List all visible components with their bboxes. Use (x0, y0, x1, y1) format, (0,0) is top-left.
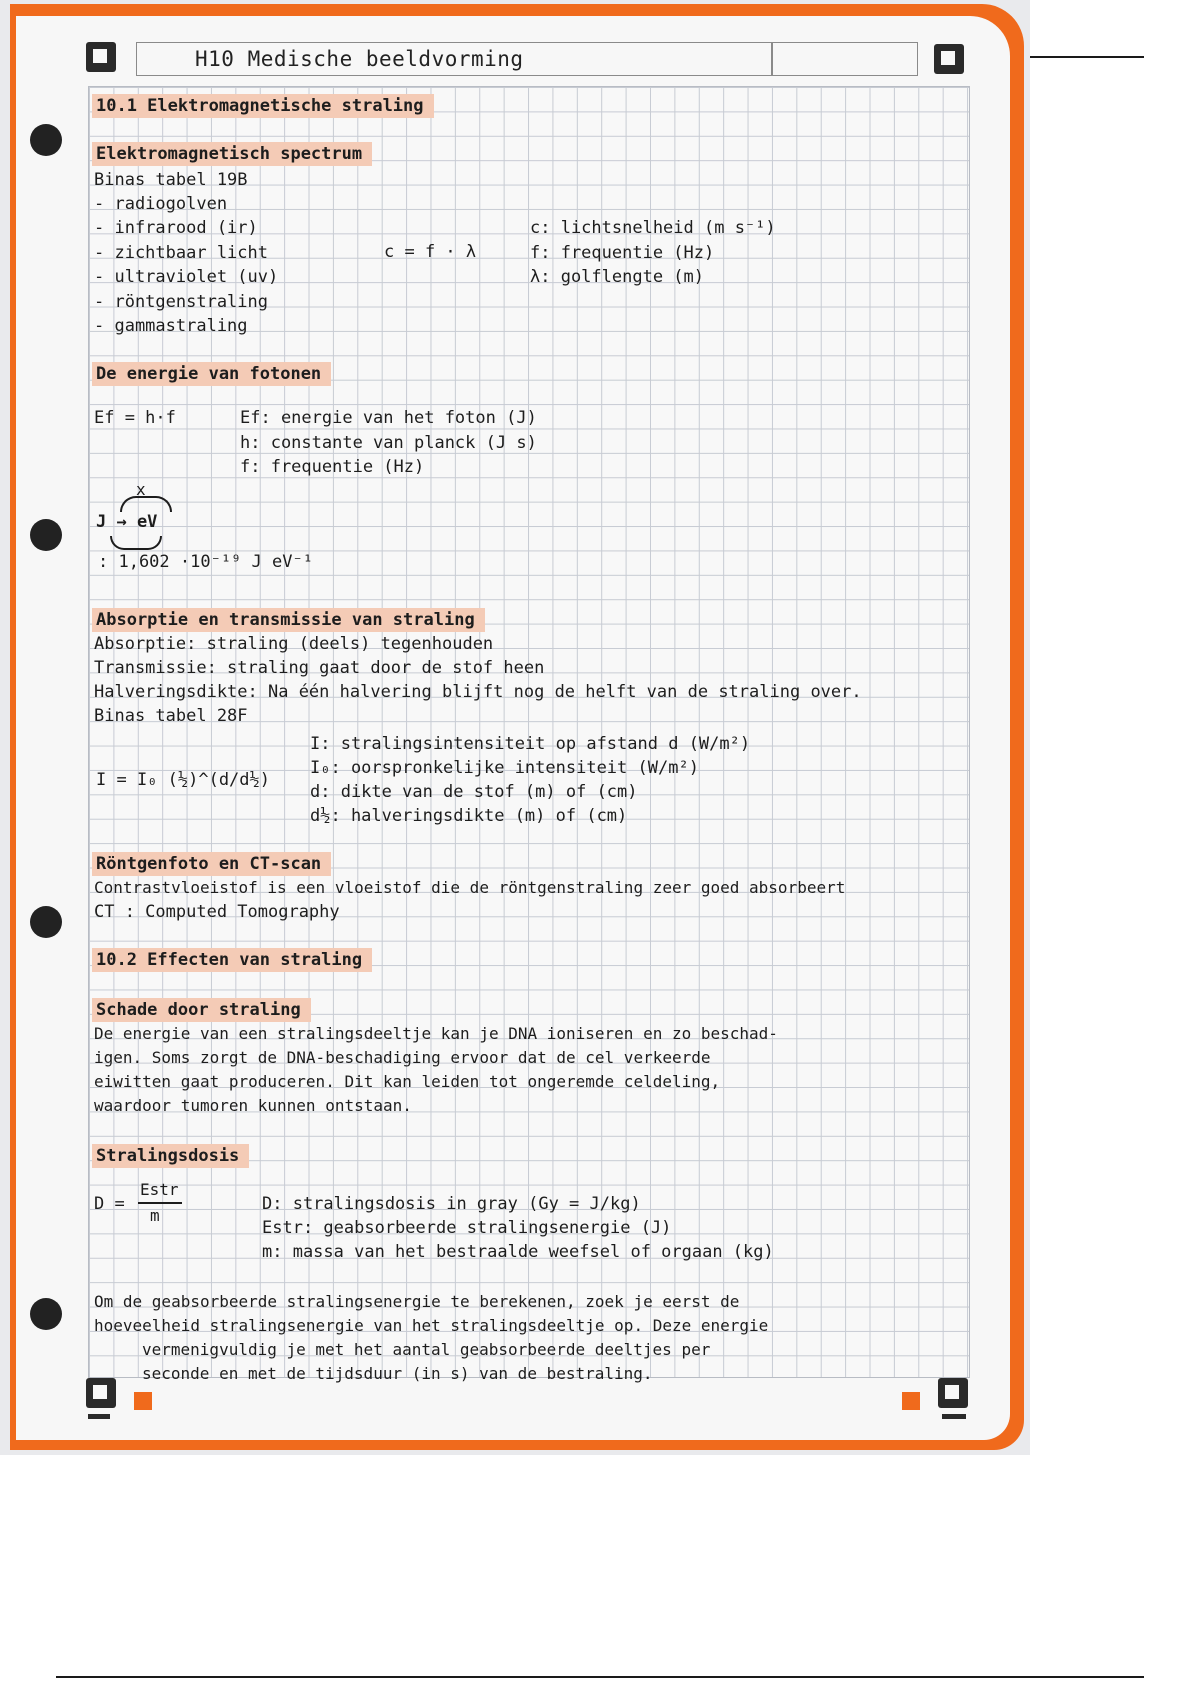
photon-legend: Ef: energie van het foton (J) (240, 408, 537, 428)
halving-legend: d: dikte van de stof (m) of (cm) (310, 782, 638, 802)
wave-legend: λ: golflengte (m) (530, 267, 704, 287)
photon-legend: h: constante van planck (J s) (240, 433, 537, 453)
conversion-units: J → eV (96, 512, 158, 532)
section-heading-10-2: 10.2 Effecten van straling (92, 948, 372, 972)
punch-hole-4 (30, 1298, 62, 1330)
photon-legend: f: frequentie (Hz) (240, 457, 425, 477)
bottom-left-dash (88, 1414, 110, 1419)
xray-line: Contrastvloeistof is een vloeistof die de röntgenstraling zeer goed absorbeert (94, 878, 846, 897)
conversion-arrow-bottom (110, 536, 162, 550)
dose-formula-numerator: Estr (140, 1180, 179, 1199)
punch-hole-1 (30, 124, 62, 156)
title-box-divider (771, 43, 773, 75)
damage-line: waardoor tumoren kunnen ontstaan. (94, 1096, 412, 1115)
damage-line: igen. Soms zorgt de DNA-beschadiging ervoor dat de cel verkeerde (94, 1048, 711, 1067)
orange-square-marker-left (134, 1392, 152, 1410)
wave-legend: f: frequentie (Hz) (530, 243, 715, 263)
corner-marker-icon-top-right (934, 44, 964, 74)
damage-line: De energie van een stralingsdeeltje kan je DNA ioniseren en zo beschad- (94, 1024, 778, 1043)
corner-marker-icon-bottom-left (86, 1378, 116, 1408)
corner-marker-icon-top-left (86, 42, 116, 72)
punch-hole-2 (30, 519, 62, 551)
spectrum-item: - röntgenstraling (94, 292, 268, 312)
dose-paragraph-line: vermenigvuldig je met het aantal geabsorbeerde deeltjes per (142, 1340, 711, 1359)
heading-absorption: Absorptie en transmissie van straling (92, 608, 485, 632)
corner-marker-icon-bottom-right (938, 1378, 968, 1408)
heading-radiation-damage: Schade door straling (92, 998, 311, 1022)
punch-hole-3 (30, 906, 62, 938)
dose-paragraph-line: hoeveelheid stralingsenergie van het stralingsdeeltje op. Deze energie (94, 1316, 769, 1335)
orange-square-marker-right (902, 1392, 920, 1410)
halving-legend: I: stralingsintensiteit op afstand d (W/m²) (310, 734, 751, 754)
dose-legend: Estr: geabsorbeerde stralingsenergie (J) (262, 1218, 672, 1238)
spectrum-item: - gammastraling (94, 316, 248, 336)
absorption-line: Absorptie: straling (deels) tegenhouden (94, 634, 494, 654)
conversion-factor: : 1,602 ·10⁻¹⁹ J eV⁻¹ (98, 552, 313, 572)
heading-xray-ct: Röntgenfoto en CT-scan (92, 852, 331, 876)
dose-legend: m: massa van het bestraalde weefsel of orgaan (kg) (262, 1242, 774, 1262)
wave-formula: c = f · λ (384, 242, 477, 262)
dose-paragraph-line: Om de geabsorbeerde stralingsenergie te berekenen, zoek je eerst de (94, 1292, 740, 1311)
absorption-line: Halveringsdikte: Na één halvering blijft nog de helft van de straling over. (94, 682, 862, 702)
notes-content (92, 86, 968, 1383)
bottom-right-dash (942, 1414, 966, 1419)
spectrum-item: - zichtbaar licht (94, 243, 268, 263)
heading-radiation-dose: Stralingsdosis (92, 1144, 249, 1168)
spectrum-item: - infrarood (ir) (94, 218, 258, 238)
heading-spectrum: Elektromagnetisch spectrum (92, 142, 372, 166)
page-title: H10 Medische beeldvorming (195, 47, 524, 71)
photon-formula: Ef = h·f (94, 408, 176, 428)
halving-legend: d½: halveringsdikte (m) of (cm) (310, 806, 628, 826)
conversion-times-label: x (136, 480, 146, 499)
halving-formula: I = I₀ (½)^(d/d½) (96, 770, 270, 790)
halving-legend: I₀: oorspronkelijke intensiteit (W/m²) (310, 758, 699, 778)
wave-legend: c: lichtsnelheid (m s⁻¹) (530, 218, 776, 238)
absorption-line: Binas tabel 28F (94, 706, 248, 726)
top-rule-line (1026, 56, 1144, 58)
dose-paragraph-line: seconde en met de tijdsduur (in s) van de bestraling. (142, 1364, 653, 1383)
absorption-line: Transmissie: straling gaat door de stof heen (94, 658, 545, 678)
damage-line: eiwitten gaat produceren. Dit kan leiden tot ongeremde celdeling, (94, 1072, 721, 1091)
spectrum-item: - ultraviolet (uv) (94, 267, 279, 287)
dose-legend: D: stralingsdosis in gray (Gy = J/kg) (262, 1194, 641, 1214)
dose-fraction-bar (138, 1202, 182, 1204)
bottom-rule-line (56, 1676, 1144, 1678)
xray-line: CT : Computed Tomography (94, 902, 340, 922)
spectrum-item: - radiogolven (94, 194, 228, 214)
heading-photon-energy: De energie van fotonen (92, 362, 331, 386)
dose-formula-lhs: D = (94, 1194, 125, 1214)
spectrum-ref: Binas tabel 19B (94, 170, 248, 190)
dose-formula-denominator: m (150, 1206, 160, 1225)
title-box (136, 42, 918, 76)
section-heading-10-1: 10.1 Elektromagnetische straling (92, 94, 434, 118)
